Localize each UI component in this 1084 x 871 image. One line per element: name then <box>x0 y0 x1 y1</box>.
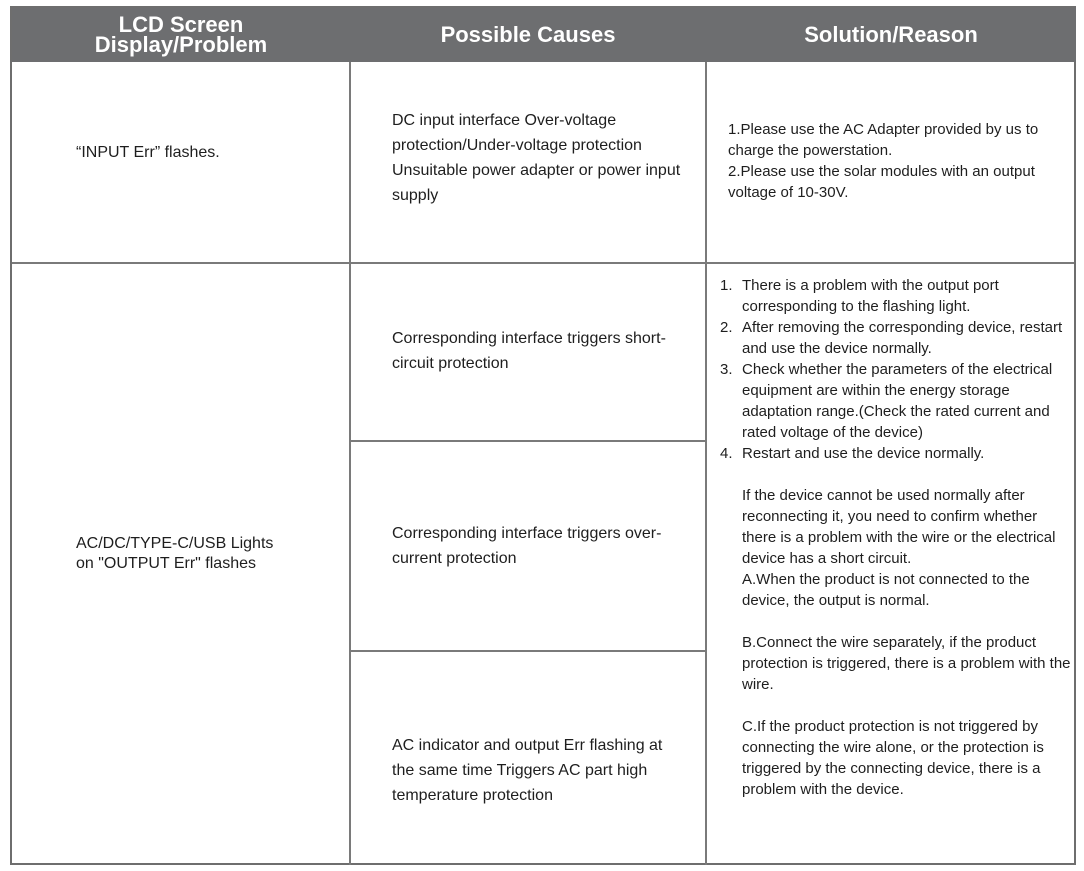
solution-input-err <box>728 119 1073 203</box>
cause-short-circuit: Corresponding interface triggers short-circuit protection <box>392 330 666 372</box>
problem-output-line1: AC/DC/TYPE-C/USB Lights <box>76 535 274 552</box>
solution-step <box>720 275 1072 317</box>
cause-input-voltage: DC input interface Over-voltage protection/Under-voltage protection Unsuitable power adapter or power input supply <box>392 112 681 204</box>
cause-divider-1 <box>350 440 706 442</box>
problem-output-line2: on "OUTPUT Err" flashes <box>76 555 256 572</box>
problem-output-err <box>76 534 273 574</box>
column-divider-2 <box>705 62 707 865</box>
solution-case-b: B.Connect the wire separately, if the product protection is triggered, there is a problem with the wire. <box>742 634 1071 693</box>
problem-input-err: “INPUT Err” flashes. <box>76 144 220 161</box>
header-solution-reason: Solution/Reason <box>706 8 1076 62</box>
solution-step-text: After removing the corresponding device, restart and use the device normally. <box>742 319 1063 357</box>
solution-step-number: 1. <box>720 277 733 294</box>
cause-over-current: Corresponding interface triggers over-current protection <box>392 525 662 567</box>
header-possible-causes: Possible Causes <box>350 8 706 62</box>
solution-note: If the device cannot be used normally after reconnecting it, you need to confirm whether there is a problem with the wire or the electrical device has a short circuit. <box>742 487 1056 567</box>
header-col1-line1: LCD Screen <box>118 12 244 37</box>
cause-high-temperature: AC indicator and output Err flashing at the same time Triggers AC part high temperature protection <box>392 737 663 804</box>
solution-case-a: A.When the product is not connected to the device, the output is normal. <box>742 571 1030 609</box>
solution-step-number: 3. <box>720 361 733 378</box>
troubleshooting-table <box>10 6 1076 865</box>
header-col1-line2: Display/Problem <box>94 32 268 57</box>
solution-step <box>720 359 1072 443</box>
solution-step-number: 4. <box>720 445 733 462</box>
solution-input-step-2: 2.Please use the solar modules with an output voltage of 10-30V. <box>728 163 1035 201</box>
solution-step-text: Check whether the parameters of the electrical equipment are within the energy storage adaptation range.(Check the rated current and rated voltage of the device) <box>742 361 1053 441</box>
row-divider-1 <box>12 262 1074 264</box>
solution-step-number: 2. <box>720 319 733 336</box>
cause-divider-2 <box>350 650 706 652</box>
solution-step-text: There is a problem with the output port corresponding to the flashing light. <box>742 277 999 315</box>
solution-step-text: Restart and use the device normally. <box>742 445 985 462</box>
solution-step <box>720 317 1072 359</box>
solution-output-err <box>720 275 1072 800</box>
solution-case-c: C.If the product protection is not triggered by connecting the wire alone, or the protection is triggered by the connecting device, there is a problem with the device. <box>742 718 1044 798</box>
header-lcd-display-problem <box>12 8 350 62</box>
solution-step <box>720 443 1072 464</box>
solution-input-step-1: 1.Please use the AC Adapter provided by us to charge the powerstation. <box>728 121 1039 159</box>
column-divider-1 <box>349 62 351 865</box>
